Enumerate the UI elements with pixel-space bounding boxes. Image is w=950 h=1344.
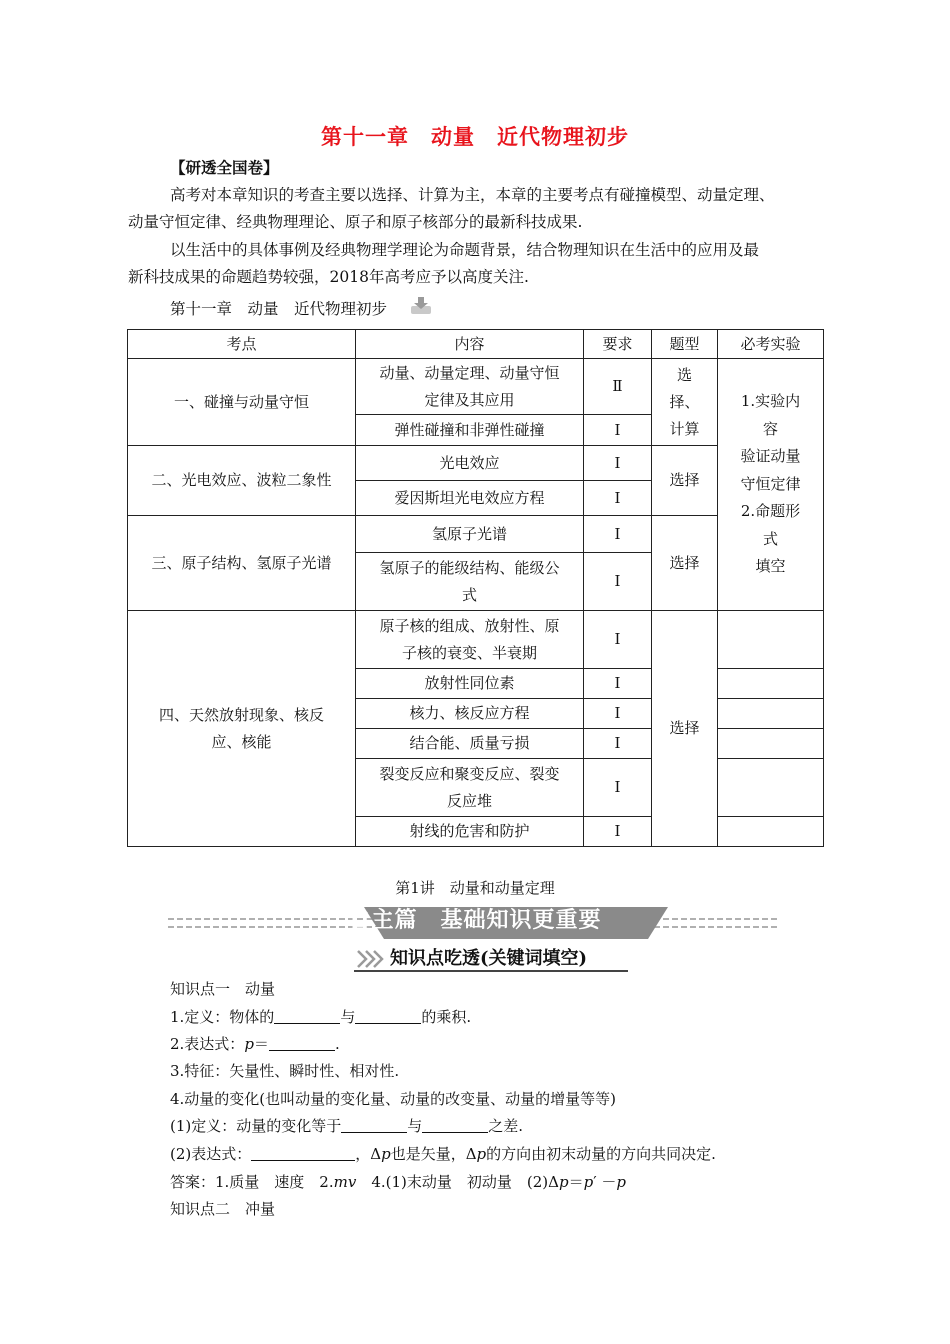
syllabus-table: [127, 329, 824, 847]
table-caption: 第十一章 动量 近代物理初步: [170, 300, 388, 318]
requirement-cell: Ⅰ: [584, 415, 652, 446]
header-question-type: 题型: [652, 330, 718, 359]
requirement-cell: Ⅰ: [584, 481, 652, 516]
content-cell: 氢原子的能级结构、能级公 式: [356, 553, 584, 611]
experiment-empty-cell: [718, 611, 824, 669]
download-icon[interactable]: [410, 295, 432, 315]
change-expression-line: (2)表达式： ，Δp也是矢量，Δp的方向由初末动量的方向共同决定.: [170, 1145, 716, 1163]
knowledge-point-1-title: 知识点一 动量: [170, 980, 276, 998]
topic-cell: 一、碰撞与动量守恒: [128, 359, 356, 446]
requirement-cell: Ⅱ: [584, 359, 652, 415]
question-type-cell: 选择: [652, 611, 718, 847]
content-cell: 弹性碰撞和非弹性碰撞: [356, 415, 584, 446]
intro-paragraph-2-line-1: 以生活中的具体事例及经典物理学理论为命题背景，结合物理知识在生活中的应用及最: [170, 241, 760, 259]
content-cell: 原子核的组成、放射性、原 子核的衰变、半衰期: [356, 611, 584, 669]
header-content: 内容: [356, 330, 584, 359]
requirement-cell: Ⅰ: [584, 817, 652, 847]
question-type-cell: 选择: [652, 446, 718, 516]
requirement-cell: Ⅰ: [584, 516, 652, 553]
topic-cell: 三、原子结构、氢原子光谱: [128, 516, 356, 611]
lecture-title: 第1讲 动量和动量定理: [395, 879, 555, 897]
blank-field[interactable]: [355, 1007, 421, 1024]
question-type-cell: 选 择、 计算: [652, 359, 718, 446]
content-cell: 结合能、质量亏损: [356, 729, 584, 759]
requirement-cell: Ⅰ: [584, 553, 652, 611]
change-definition-line: (1)定义：动量的变化等于 与 之差.: [170, 1117, 524, 1135]
intro-paragraph-2-line-2: 新科技成果的命题趋势较强，2018年高考应予以高度关注.: [128, 268, 529, 286]
experiment-empty-cell: [718, 759, 824, 817]
header-requirement: 要求: [584, 330, 652, 359]
experiment-empty-cell: [718, 669, 824, 699]
question-type-cell: 选择: [652, 516, 718, 611]
blank-field[interactable]: [251, 1144, 355, 1161]
requirement-cell: Ⅰ: [584, 446, 652, 481]
definition-line: 1.定义：物体的 与 的乘积.: [170, 1008, 472, 1026]
requirement-cell: Ⅰ: [584, 669, 652, 699]
content-cell: 光电效应: [356, 446, 584, 481]
answer-line: 答案：1.质量 速度 2.mv 4.(1)末动量 初动量 (2)Δp＝p′ －p: [170, 1173, 626, 1191]
content-cell: 射线的危害和防护: [356, 817, 584, 847]
chapter-title: 第十一章 动量 近代物理初步: [321, 124, 629, 149]
experiment-empty-cell: [718, 729, 824, 759]
content-cell: 裂变反应和聚变反应、裂变 反应堆: [356, 759, 584, 817]
section-tag: 【研透全国卷】: [170, 158, 279, 177]
experiment-empty-cell: [718, 817, 824, 847]
content-cell: 氢原子光谱: [356, 516, 584, 553]
knowledge-point-2-title: 知识点二 冲量: [170, 1200, 276, 1218]
intro-paragraph-1-line-2: 动量守恒定律、经典物理理论、原子和原子核部分的最新科技成果.: [128, 213, 583, 231]
requirement-cell: Ⅰ: [584, 699, 652, 729]
content-cell: 核力、核反应方程: [356, 699, 584, 729]
header-experiment: 必考实验: [718, 330, 824, 359]
topic-cell: 二、光电效应、波粒二象性: [128, 446, 356, 516]
blank-field[interactable]: [274, 1007, 340, 1024]
content-cell: 动量、动量定理、动量守恒 定律及其应用: [356, 359, 584, 415]
requirement-cell: Ⅰ: [584, 759, 652, 817]
blank-field[interactable]: [269, 1034, 335, 1051]
content-cell: 爱因斯坦光电效应方程: [356, 481, 584, 516]
feature-line: 3.特征：矢量性、瞬时性、相对性.: [170, 1062, 400, 1080]
header-topic: 考点: [128, 330, 356, 359]
content-cell: 放射性同位素: [356, 669, 584, 699]
blank-field[interactable]: [422, 1116, 488, 1133]
expression-line: 2.表达式：p＝ .: [170, 1035, 340, 1053]
requirement-cell: Ⅰ: [584, 611, 652, 669]
blank-field[interactable]: [341, 1116, 407, 1133]
sub-banner-title: 知识点吃透(关键词填空): [390, 948, 588, 969]
experiment-cell: 1.实验内 容 验证动量 守恒定律 2.命题形 式 填空: [718, 359, 824, 611]
intro-paragraph-1-line-1: 高考对本章知识的考查主要以选择、计算为主，本章的主要考点有碰撞模型、动量定理、: [170, 186, 775, 204]
momentum-change-line: 4.动量的变化(也叫动量的变化量、动量的改变量、动量的增量等等): [170, 1090, 617, 1108]
experiment-empty-cell: [718, 699, 824, 729]
requirement-cell: Ⅰ: [584, 729, 652, 759]
banner-title: 自主篇 基础知识更重要: [348, 907, 602, 933]
topic-cell: 四、天然放射现象、核反 应、核能: [128, 611, 356, 847]
